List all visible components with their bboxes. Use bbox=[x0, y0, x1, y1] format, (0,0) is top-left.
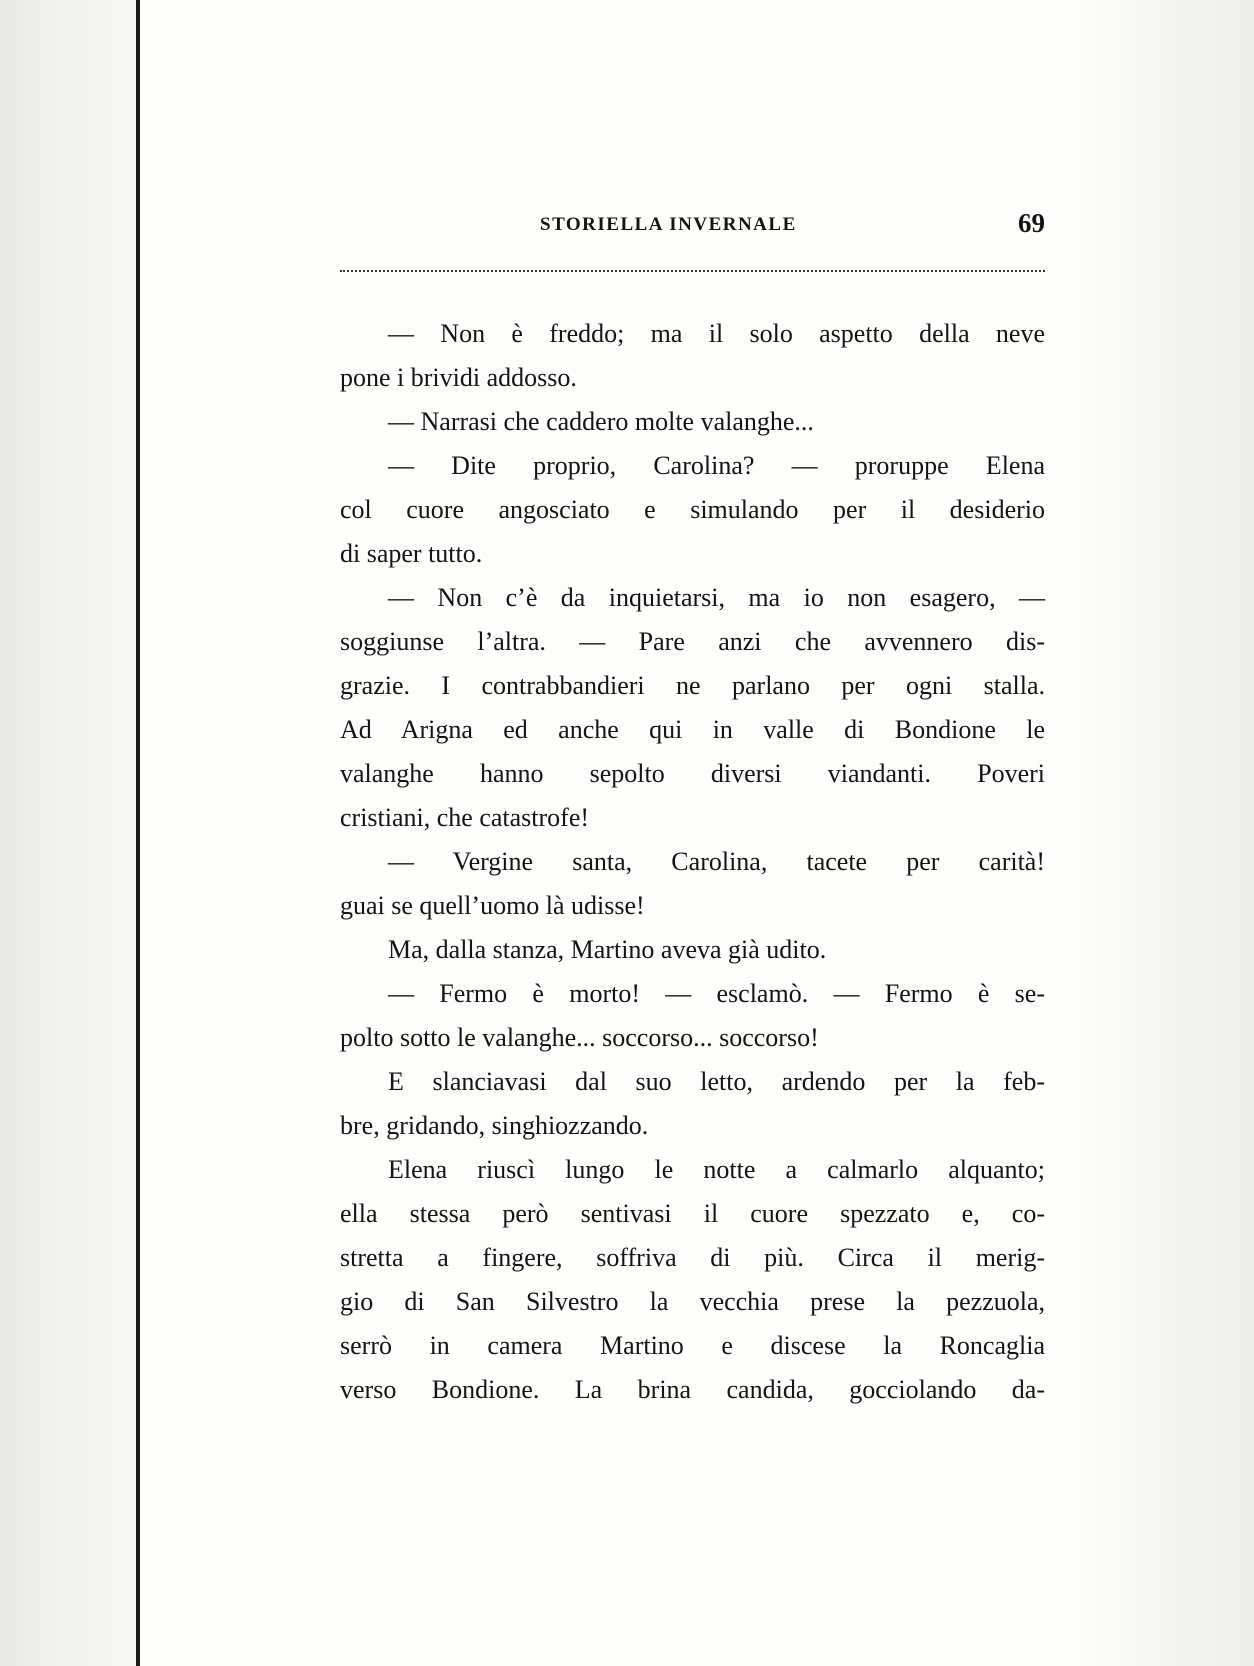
running-title: STORIELLA INVERNALE bbox=[540, 214, 797, 235]
page-number: 69 bbox=[1018, 208, 1045, 238]
text-line: bre, gridando, singhiozzando. bbox=[340, 1111, 649, 1140]
text-line: col cuore angosciato e simulando per il desiderio bbox=[340, 495, 1045, 524]
text-line: — Dite proprio, Carolina? — proruppe Elena bbox=[388, 451, 1045, 480]
text-line: — Vergine santa, Carolina, tacete per carità! bbox=[388, 847, 1045, 876]
text-line: polto sotto le valanghe... soccorso... soccorso! bbox=[340, 1023, 819, 1052]
text-line: pone i brividi addosso. bbox=[340, 363, 577, 392]
header-dotted-rule bbox=[340, 270, 1045, 272]
book-spine-edge bbox=[136, 0, 140, 1666]
text-line: Elena riuscì lungo le notte a calmarlo alquanto; bbox=[388, 1155, 1045, 1184]
text-line: grazie. I contrabbandieri ne parlano per ogni stalla. bbox=[340, 671, 1045, 700]
text-line: cristiani, che catastrofe! bbox=[340, 803, 590, 832]
text-line: E slanciavasi dal suo letto, ardendo per la feb- bbox=[388, 1067, 1045, 1096]
text-line: — Fermo è morto! — esclamò. — Fermo è se- bbox=[388, 979, 1045, 1008]
book-gutter-shadow bbox=[0, 0, 136, 1666]
text-line: valanghe hanno sepolto diversi viandanti. Poveri bbox=[340, 759, 1045, 788]
text-line: — Narrasi che caddero molte valanghe... bbox=[388, 407, 814, 436]
text-line: stretta a fingere, soffriva di più. Circa il merig- bbox=[340, 1243, 1045, 1272]
text-line: ella stessa però sentivasi il cuore spezzato e, co- bbox=[340, 1199, 1045, 1228]
text-line: Ad Arigna ed anche qui in valle di Bondione le bbox=[340, 715, 1045, 744]
text-line: di saper tutto. bbox=[340, 539, 483, 568]
text-line: Ma, dalla stanza, Martino aveva già udito. bbox=[388, 935, 827, 964]
body-text bbox=[340, 312, 1045, 1412]
text-line: gio di San Silvestro la vecchia prese la pezzuola, bbox=[340, 1287, 1045, 1316]
text-line: serrò in camera Martino e discese la Roncaglia bbox=[340, 1331, 1045, 1360]
text-line: — Non c’è da inquietarsi, ma io non esagero, — bbox=[388, 583, 1045, 612]
page-edge-shading bbox=[1074, 0, 1254, 1666]
text-line: guai se quell’uomo là udisse! bbox=[340, 891, 645, 920]
text-line: verso Bondione. La brina candida, gocciolando da- bbox=[340, 1375, 1045, 1404]
page-header bbox=[340, 208, 1045, 252]
text-line: soggiunse l’altra. — Pare anzi che avvennero dis- bbox=[340, 627, 1045, 656]
text-line: — Non è freddo; ma il solo aspetto della neve bbox=[388, 319, 1045, 348]
